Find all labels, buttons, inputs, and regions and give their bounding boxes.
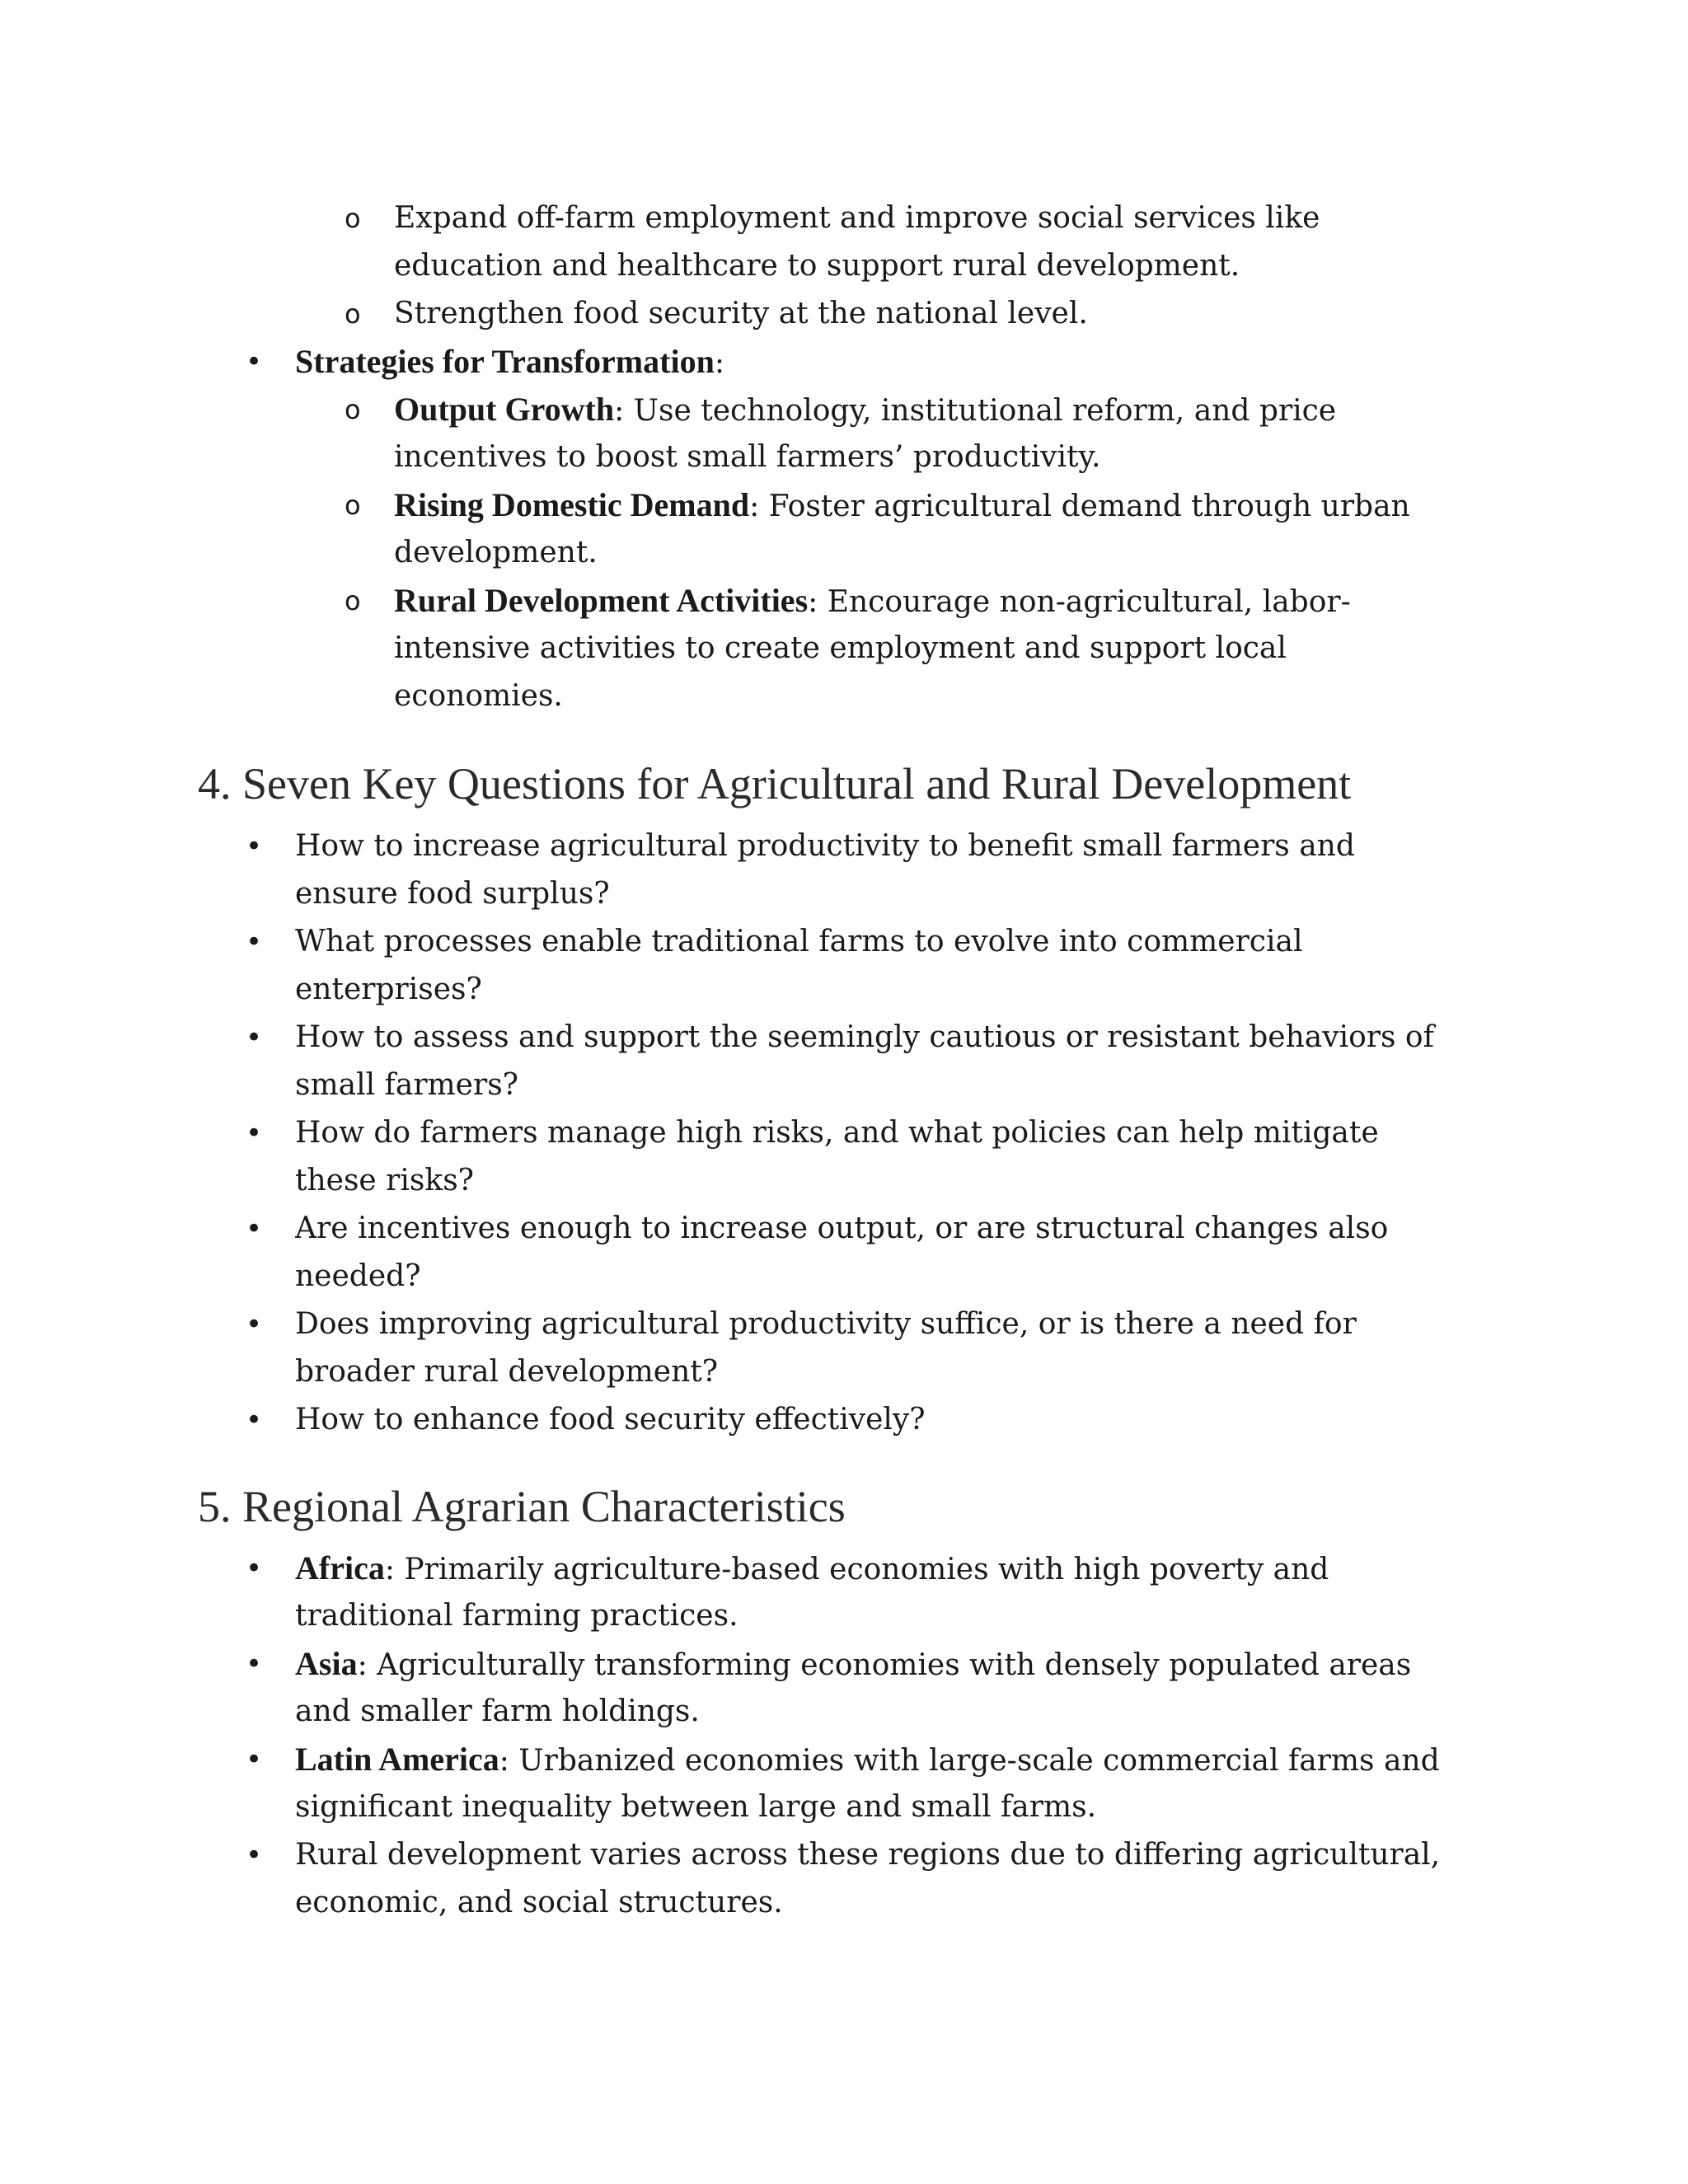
question-line: How to increase agricultural productivity to benefit small farmers and: [295, 829, 1355, 863]
strategy-item-line: [394, 386, 1336, 435]
region-item-line: [295, 1544, 1329, 1594]
bullet-marker: •: [246, 926, 263, 958]
strategy-text: : Encourage non-agricultural, labor-: [808, 585, 1351, 619]
question-line: enterprises?: [295, 972, 482, 1006]
strategy-item-line: intensive activities to create employment and support local: [394, 631, 1287, 665]
region-text: : Agriculturally transforming economies with densely populated areas: [357, 1648, 1412, 1682]
question-line: these risks?: [295, 1164, 474, 1197]
bullet-marker: •: [246, 1552, 263, 1585]
strategy-text: : Use technology, institutional reform, and price: [614, 394, 1337, 428]
bullet-marker: •: [246, 1647, 263, 1680]
question-line: small farmers?: [295, 1068, 518, 1102]
bullet-marker: •: [246, 1743, 263, 1776]
list-item-strategies: [295, 338, 724, 387]
question-line: How to assess and support the seemingly cautious or resistant behaviors of: [295, 1020, 1434, 1054]
question-line: How do farmers manage high risks, and what policies can help mitigate: [295, 1116, 1379, 1150]
question-line: needed?: [295, 1259, 421, 1293]
question-line: Does improving agricultural productivity suffice, or is there a need for: [295, 1307, 1357, 1341]
bullet-marker: •: [246, 1021, 263, 1054]
region-term: Africa: [295, 1549, 385, 1586]
bullet-marker: •: [246, 345, 263, 378]
sub-bullet-marker: o: [345, 490, 361, 521]
region-term: Asia: [295, 1645, 358, 1682]
question-line: Are incentives enough to increase output, or are structural changes also: [295, 1212, 1389, 1245]
strategy-item-line: incentives to boost small farmers’ productivity.: [394, 440, 1101, 474]
sub-item-line: Expand off-farm employment and improve social services like: [394, 201, 1320, 235]
strategy-term: Rising Domestic Demand: [394, 486, 750, 523]
bullet-marker: •: [246, 1308, 263, 1341]
sub-bullet-marker: o: [345, 585, 361, 616]
bullet-marker: •: [246, 1212, 263, 1245]
region-term: Latin America: [295, 1741, 499, 1778]
bullet-marker: •: [246, 1404, 263, 1436]
bullet-marker: •: [246, 1839, 263, 1872]
region-item-line: traditional farming practices.: [295, 1599, 738, 1633]
question-line: How to enhance food security effectively?: [295, 1403, 926, 1436]
sub-item-line: Strengthen food security at the national level.: [394, 297, 1088, 330]
question-line: broader rural development?: [295, 1355, 719, 1389]
strategy-term: Rural Development Activities: [394, 582, 809, 619]
strategy-item-line: development.: [394, 536, 598, 569]
region-item-line: significant inequality between large and small farms.: [295, 1790, 1097, 1824]
sub-bullet-marker: o: [345, 298, 361, 330]
sub-bullet-marker: o: [345, 394, 361, 425]
strategies-label: Strategies for Transformation: [295, 343, 715, 380]
section-4-heading: 4. Seven Key Questions for Agricultural and Rural Development: [198, 759, 1352, 808]
strategy-term: Output Growth: [394, 391, 615, 428]
question-line: What processes enable traditional farms to evolve into commercial: [295, 925, 1303, 958]
region-item-line: [295, 1640, 1411, 1690]
region-item-line: economic, and social structures.: [295, 1886, 783, 1919]
region-text: : Urbanized economies with large-scale commercial farms and: [499, 1744, 1440, 1778]
region-item-line: and smaller farm holdings.: [295, 1694, 700, 1728]
strategy-item-line: [394, 481, 1410, 531]
bullet-marker: •: [246, 830, 263, 863]
question-line: ensure food surplus?: [295, 877, 610, 911]
region-item-line: Rural development varies across these regions due to differing agricultural,: [295, 1838, 1441, 1872]
region-text: : Primarily agriculture-based economies with high poverty and: [384, 1553, 1329, 1586]
sub-bullet-marker: o: [345, 203, 361, 234]
section-5-heading: 5. Regional Agrarian Characteristics: [198, 1482, 846, 1531]
strategy-item-line: economies.: [394, 679, 563, 713]
sub-item-line: education and healthcare to support rural development.: [394, 249, 1240, 283]
strategy-text: : Foster agricultural demand through urban: [749, 490, 1410, 523]
region-item-line: [295, 1736, 1440, 1785]
bullet-marker: •: [246, 1117, 263, 1150]
strategies-suffix: :: [714, 346, 724, 380]
strategy-item-line: [394, 577, 1351, 626]
